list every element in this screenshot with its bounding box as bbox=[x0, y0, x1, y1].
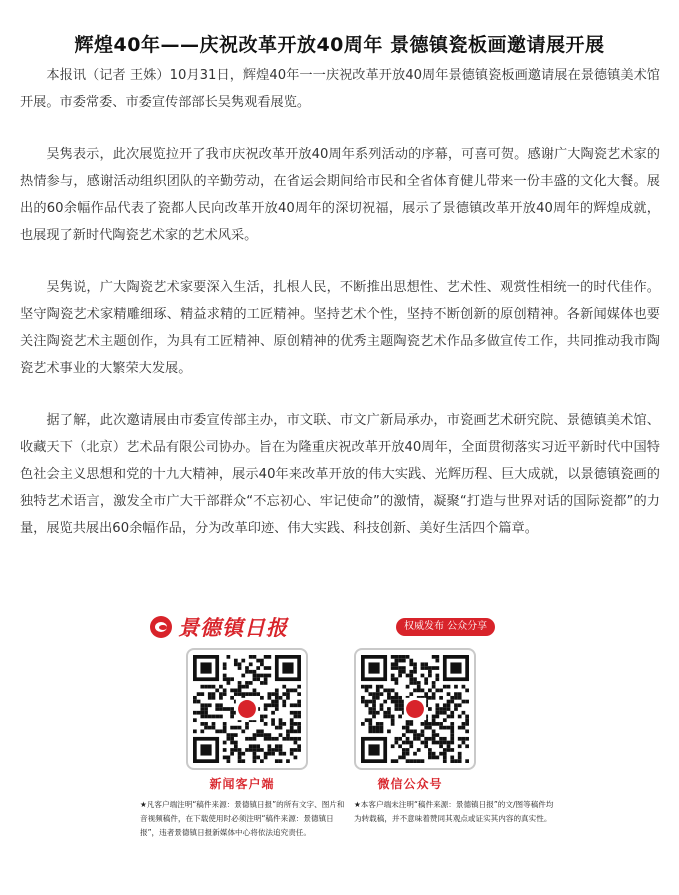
copyright-note-right: ★本客户端未注明“稿件来源：景德镇日报”的文/图等稿件均为转载稿，并不意味着赞同其观点或证实其内容的真实性。 bbox=[354, 800, 554, 823]
qr-label-news-app: 新闻客户端 bbox=[209, 777, 275, 791]
article-paragraph: 吴隽说，广大陶瓷艺术家要深入生活，扎根人民，不断推出思想性、艺术性、观赏性相统一的时代佳作。坚守陶瓷艺术家精雕细琢、精益求精的工匠精神。坚持艺术个性，坚持不断创新的原创精神。各新闻媒体也要关注陶瓷艺术主题创作，为具有工匠精神、原创精神的优秀主题陶瓷艺术作品多做宣传工作，共同推动我市陶瓷艺术事业的大繁荣大发展。 bbox=[20, 280, 660, 376]
brand-name: 景德镇日报 bbox=[178, 615, 288, 640]
newspaper-promo-card bbox=[140, 608, 554, 870]
jdz-daily-logo-icon bbox=[150, 616, 172, 638]
article-paragraph: 据了解，此次邀请展由市委宣传部主办，市文联、市文广新局承办，市瓷画艺术研究院、景德镇美术馆、收藏天下（北京）艺术品有限公司协办。旨在为隆重庆祝改革开放40周年，全面贯彻落实习近平新时代中国特色社会主义思想和党的十九大精神，展示40年来改革开放的伟大实践、光辉历程、巨大成就，以景德镇瓷画的独特艺术语言，激发全市广大干部群众“不忘初心、牢记使命”的激情，凝聚“打造与世界对话的国际瓷都”的力量，展览共展出60余幅作品，分为改革印迹、伟大实践、科技创新、美好生活四个篇章。 bbox=[20, 413, 660, 536]
qr-code-wechat[interactable] bbox=[354, 648, 476, 770]
slogan-badge: 权威发布 公众分享 bbox=[396, 618, 495, 636]
qr-code-news-app[interactable] bbox=[186, 648, 308, 770]
brand-header bbox=[150, 614, 288, 640]
article-paragraph: 吴隽表示，此次展览拉开了我市庆祝改革开放40周年系列活动的序幕，可喜可贺。感谢广大陶瓷艺术家的热情参与，感谢活动组织团队的辛勤劳动，在省运会期间给市民和全省体育健儿带来一份丰盛的文化大餐。展出的60余幅作品代表了瓷都人民向改革开放40周年的深切祝福，展示了景德镇改革开放40周年的辉煌成就，也展现了新时代陶瓷艺术家的艺术风采。 bbox=[20, 147, 660, 243]
copyright-note-left: ★凡客户端注明“稿件来源：景德镇日报”的所有文字、图片和音视频稿件，在下载使用时必须注明“稿件来源：景德镇日报”，违者景德镇日报新媒体中心将依法追究责任。 bbox=[140, 800, 345, 837]
article-title: 辉煌40年——庆祝改革开放40周年 景德镇瓷板画邀请展开展 bbox=[74, 34, 605, 56]
article-paragraph: 本报讯（记者 王姝）10月31日，辉煌40年一一庆祝改革开放40周年景德镇瓷板画邀请展在景德镇美术馆开展。市委常委、市委宣传部部长吴隽观看展览。 bbox=[20, 68, 660, 110]
article-body bbox=[20, 62, 660, 567]
qr-label-wechat: 微信公众号 bbox=[377, 777, 443, 791]
qr-code-icon bbox=[193, 655, 301, 763]
qr-code-icon bbox=[361, 655, 469, 763]
